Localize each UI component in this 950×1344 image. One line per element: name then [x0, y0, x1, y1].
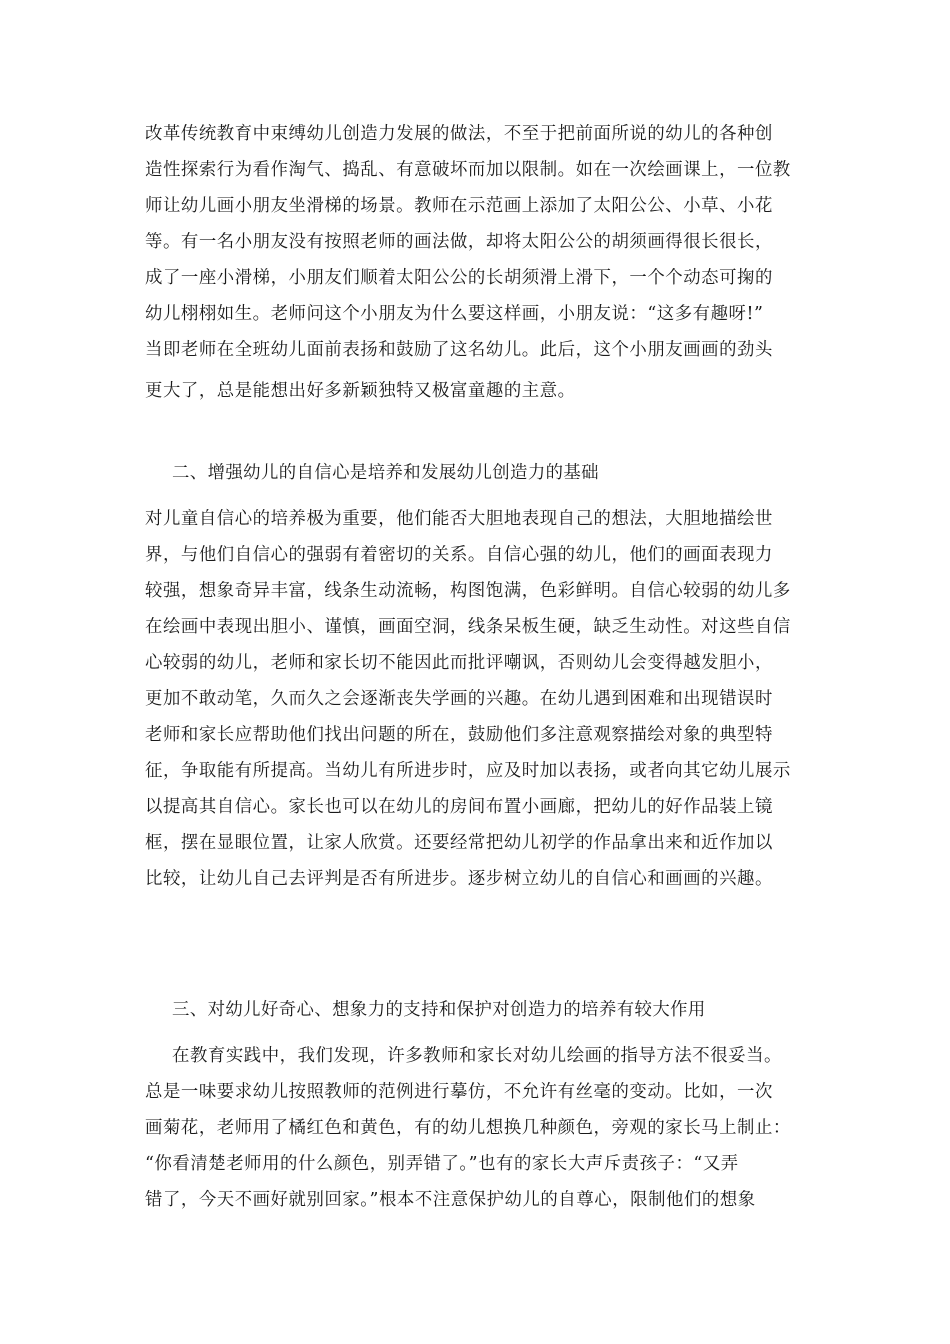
text-line: 成了一座小滑梯，小朋友们顺着太阳公公的长胡须滑上滑下，一个个动态可掬的: [145, 268, 773, 288]
section-heading: 三、对幼儿好奇心、想象力的支持和保护对创造力的培养有较大作用: [172, 1000, 706, 1020]
text-line: 以提高其自信心。家长也可以在幼儿的房间布置小画廊，把幼儿的好作品装上镜: [145, 797, 773, 817]
text-line: 心较弱的幼儿，老师和家长切不能因此而批评嘲讽，否则幼儿会变得越发胆小，: [145, 653, 773, 673]
text-line: 界，与他们自信心的强弱有着密切的关系。自信心强的幼儿，他们的画面表现力: [145, 545, 773, 565]
text-line: 框，摆在显眼位置，让家人欣赏。还要经常把幼儿初学的作品拿出来和近作加以: [145, 833, 773, 853]
text-line: 等。有一名小朋友没有按照老师的画法做，却将太阳公公的胡须画得很长很长，: [145, 232, 773, 252]
text-line: 总是一味要求幼儿按照教师的范例进行摹仿，不允许有丝毫的变动。比如，一次: [145, 1082, 773, 1102]
text-line: “你看清楚老师用的什么颜色，别弄错了。”也有的家长大声斥责孩子：“又弄: [145, 1154, 739, 1174]
text-line: 在绘画中表现出胆小、谨慎，画面空洞，线条呆板生硬，缺乏生动性。对这些自信: [145, 617, 791, 637]
text-line: 改革传统教育中束缚幼儿创造力发展的做法，不至于把前面所说的幼儿的各种创: [145, 124, 773, 144]
section-heading: 二、增强幼儿的自信心是培养和发展幼儿创造力的基础: [172, 463, 599, 483]
text-line: 画菊花，老师用了橘红色和黄色，有的幼儿想换几种颜色，旁观的家长马上制止：: [145, 1118, 791, 1138]
text-line: 更大了，总是能想出好多新颖独特又极富童趣的主意。: [145, 381, 576, 401]
text-line: 错了，今天不画好就别回家。”根本不注意保护幼儿的自尊心，限制他们的想象: [145, 1190, 756, 1210]
text-line: 对儿童自信心的培养极为重要，他们能否大胆地表现自己的想法，大胆地描绘世: [145, 509, 773, 529]
text-line: 较强，想象奇异丰富，线条生动流畅，构图饱满，色彩鲜明。自信心较弱的幼儿多: [145, 581, 791, 601]
text-line: 征，争取能有所提高。当幼儿有所进步时，应及时加以表扬，或者向其它幼儿展示: [145, 761, 791, 781]
text-line: 在教育实践中，我们发现，许多教师和家长对幼儿绘画的指导方法不很妥当。: [172, 1046, 782, 1066]
text-line: 师让幼儿画小朋友坐滑梯的场景。教师在示范画上添加了太阳公公、小草、小花: [145, 196, 773, 216]
text-line: 更加不敢动笔，久而久之会逐渐丧失学画的兴趣。在幼儿遇到困难和出现错误时: [145, 689, 773, 709]
text-line: 幼儿栩栩如生。老师问这个小朋友为什么要这样画，小朋友说：“这多有趣呀!”: [145, 304, 764, 324]
text-line: 当即老师在全班幼儿面前表扬和鼓励了这名幼儿。此后，这个小朋友画画的劲头: [145, 340, 773, 360]
text-line: 老师和家长应帮助他们找出问题的所在，鼓励他们多注意观察描绘对象的典型特: [145, 725, 773, 745]
text-line: 造性探索行为看作淘气、捣乱、有意破坏而加以限制。如在一次绘画课上，一位教: [145, 160, 791, 180]
text-line: 比较，让幼儿自己去评判是否有所进步。逐步树立幼儿的自信心和画画的兴趣。: [145, 869, 773, 889]
